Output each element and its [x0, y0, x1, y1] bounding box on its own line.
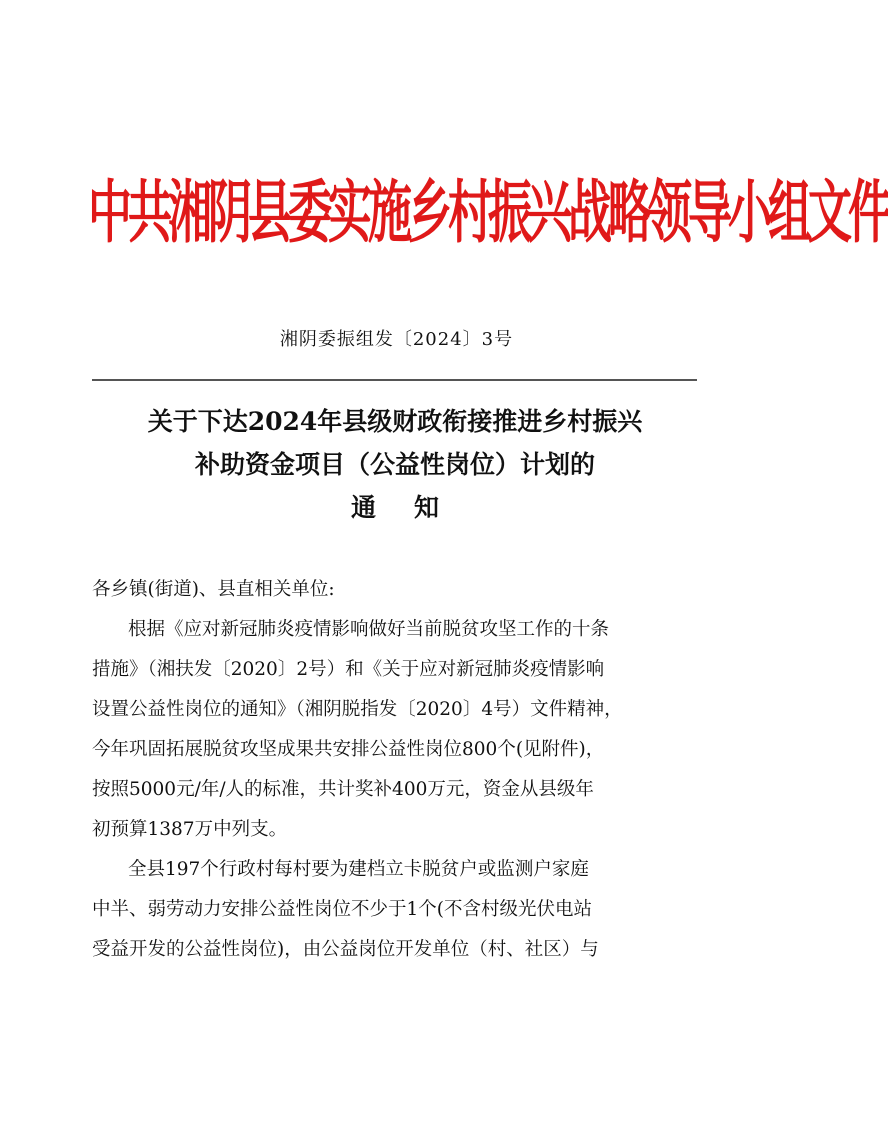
paragraph-1-line-2: 措施》（湘扶发〔2020〕2号）和《关于应对新冠肺炎疫情影响 [92, 659, 605, 680]
paragraph-2-line-1: 全县197个行政村每村要为建档立卡脱贫户或监测户家庭 [128, 859, 589, 880]
paragraph-1-line-4: 今年巩固拓展脱贫攻坚成果共安排公益性岗位800个(见附件)， [92, 739, 605, 760]
paragraph-2-line-2: 中半、弱劳动力安排公益性岗位不少于1个(不含村级光伏电站 [92, 899, 592, 920]
header-separator-line [92, 379, 697, 381]
document-number: 湘阴委振组发〔2024〕3号 [279, 329, 514, 350]
title-line-3: 通知 [350, 493, 477, 522]
red-header-title: 中共湘阴县委实施乡村振兴战略领导小组文件 [88, 173, 888, 253]
title-line-2: 补助资金项目（公益性岗位）计划的 [194, 450, 595, 479]
paragraph-1-line-1: 根据《应对新冠肺炎疫情影响做好当前脱贫攻坚工作的十条 [128, 619, 610, 640]
title-line-1: 关于下达2024年县级财政衔接推进乡村振兴 [147, 407, 643, 436]
paragraph-1-line-6: 初预算1387万中列支。 [92, 819, 288, 840]
document-title [70, 400, 720, 529]
paragraph-1-line-5: 按照5000元/年/人的标准，共计奖补400万元，资金从县级年 [92, 779, 594, 800]
paragraph-2-line-3: 受益开发的公益性岗位)，由公益岗位开发单位（村、社区）与 [92, 939, 599, 960]
paragraph-1-line-3: 设置公益性岗位的通知》（湘阴脱指发〔2020〕4号）文件精神， [92, 699, 623, 720]
document-body [92, 570, 698, 970]
salutation: 各乡镇(街道)、县直相关单位: [92, 579, 335, 600]
